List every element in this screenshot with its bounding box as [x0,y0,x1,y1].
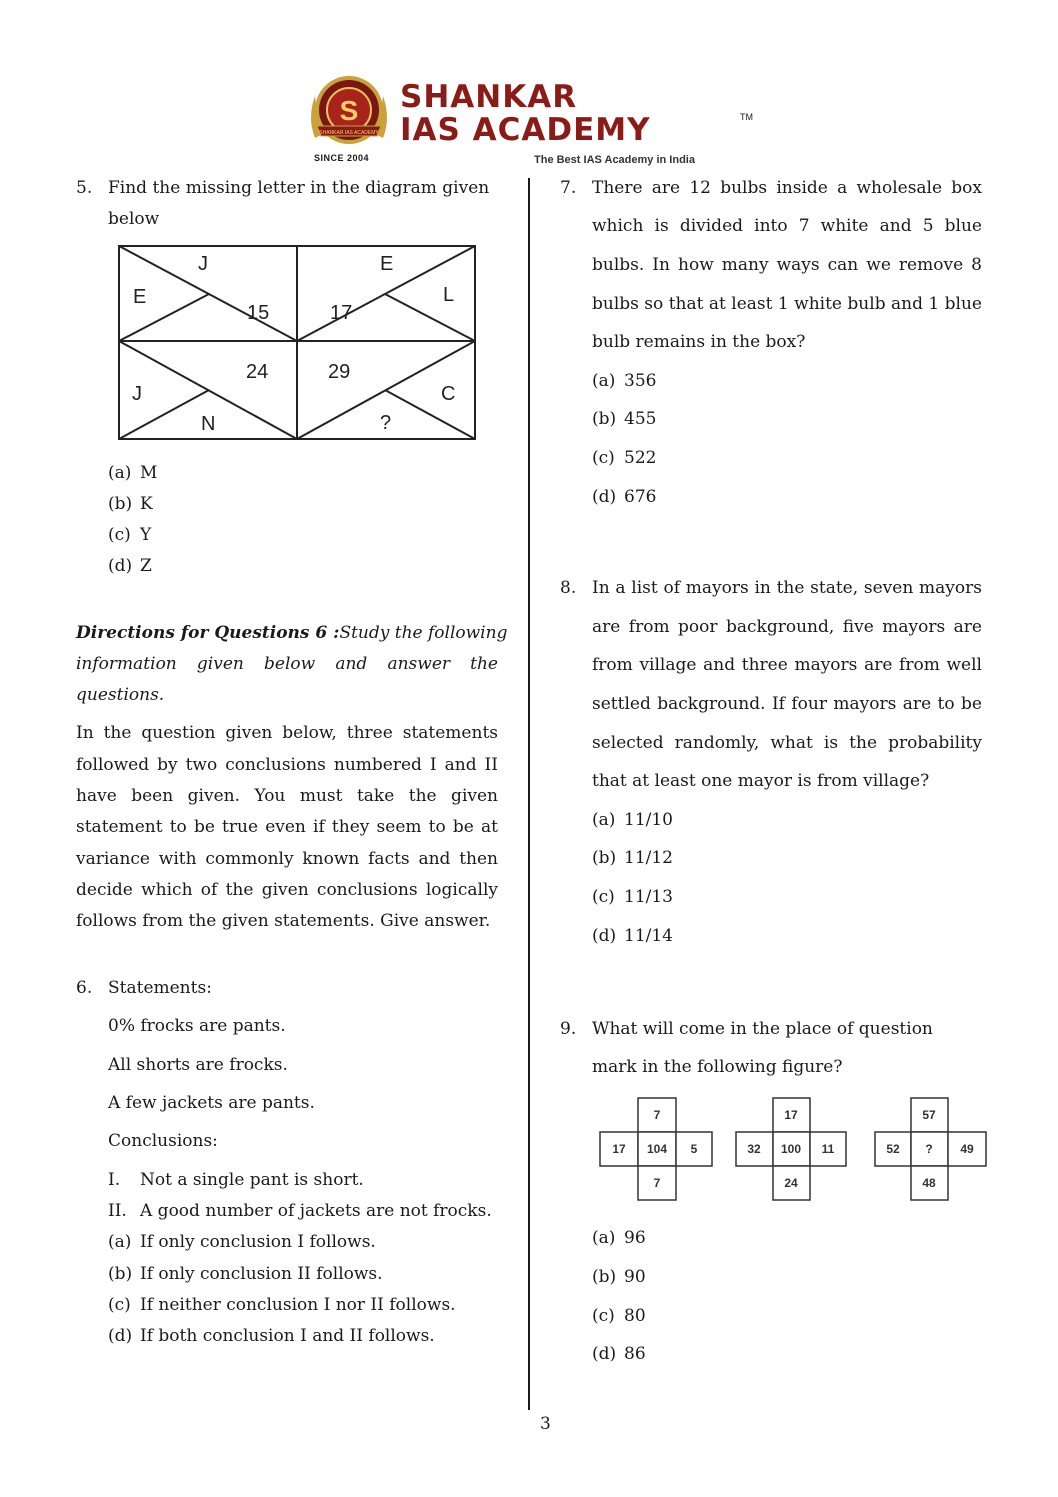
directions-heading: Directions for Questions 6 : [76,623,340,643]
option-text: 11/10 [624,810,673,830]
directions-text: Study the following [339,623,508,643]
option-text: 96 [624,1228,646,1248]
statement: 0% frocks are pants. [108,1016,286,1036]
conclusion-text: A good number of jackets are not frocks. [140,1201,492,1221]
since-label: SINCE 2004 [314,153,370,163]
bl-number: 24 [246,361,269,383]
page-number: 3 [540,1414,551,1434]
question-text-line: are from poor background, five mayors are [592,617,982,637]
directions-word: and [335,654,368,674]
question-text-line: bulb remains in the box? [592,332,806,352]
paragraph-line: decide which of the given conclusions logically [76,880,498,900]
option-label: (d) [592,487,617,507]
tr-number: 17 [330,302,353,324]
option-text: Y [140,525,152,545]
directions-word: answer [387,654,450,674]
option-text: 80 [624,1306,646,1326]
option-text: 455 [624,409,657,429]
option-label: (c) [108,1295,131,1315]
trademark-label: TM [740,112,753,122]
option-label: (c) [592,1306,615,1326]
cross-2-center: 100 [780,1142,802,1156]
br-side-letter: C [441,383,456,405]
question-number: 6. [76,978,93,998]
paragraph-line: In the question given below, three statements [76,723,498,743]
tr-side-letter: L [443,284,455,306]
option-text: K [140,494,153,514]
option-text: 11/12 [624,848,673,868]
tl-top-letter: J [198,253,208,275]
option-text: If only conclusion I follows. [140,1232,376,1252]
question-text-line: which is divided into 7 white and 5 blue [592,216,982,236]
cross-3-left: 52 [886,1142,900,1156]
paragraph-line: variance with commonly known facts and then [76,849,498,869]
cross-1-right: 5 [690,1142,698,1156]
directions-word: information [76,654,177,674]
question-number: 7. [560,178,577,198]
statement: All shorts are frocks. [108,1055,288,1075]
paragraph-line: statement to be true even if they seem to be at [76,817,498,837]
option-label: (d) [592,926,617,946]
conclusion-text: Not a single pant is short. [140,1170,364,1190]
question-number: 8. [560,578,577,598]
option-label: (a) [108,1232,132,1252]
option-text: 11/14 [624,926,673,946]
directions-word: the [470,654,498,674]
statement: A few jackets are pants. [108,1093,315,1113]
option-text: 11/13 [624,887,673,907]
cross-3-top: 57 [922,1108,936,1122]
directions-line: questions. [76,685,165,705]
bl-side-letter: J [132,383,142,405]
logo-ring-text: SHANKAR IAS ACADEMY [319,130,379,136]
cross-2-bottom: 24 [784,1176,798,1190]
option-label: (d) [592,1344,617,1364]
question-text-line: bulbs. In how many ways can we remove 8 [592,255,982,275]
option-label: (a) [108,463,132,483]
option-label: (d) [108,556,133,576]
question-text-line: selected randomly, what is the probability [592,733,982,753]
paragraph-line: followed by two conclusions numbered I and II [76,755,498,775]
bl-bottom-letter: N [201,413,216,435]
option-text: If both conclusion I and II follows. [140,1326,435,1346]
option-text: 676 [624,487,657,507]
conclusion-label: I. [108,1170,121,1190]
paragraph-line: follows from the given statements. Give answer. [76,911,491,931]
option-label: (a) [592,1228,616,1248]
conclusions-label: Conclusions: [108,1131,218,1151]
column-divider [528,178,530,1410]
question-text-line: from village and three mayors are from well [592,655,982,675]
option-label: (a) [592,371,616,391]
option-label: (d) [108,1326,133,1346]
cross-2-top: 17 [784,1108,798,1122]
cross-1-top: 7 [653,1108,661,1122]
statements-label: Statements: [108,978,212,998]
paragraph-line: have been given. You must take the given [76,786,498,806]
option-label: (c) [592,448,615,468]
directions-word: given [196,654,244,674]
option-label: (c) [592,887,615,907]
logo-emblem-icon [303,68,395,160]
directions-line [76,654,498,674]
directions-word: below [264,654,316,674]
option-label: (b) [592,848,617,868]
question-text-line: What will come in the place of question [592,1019,933,1039]
cross-1-bottom: 7 [653,1176,661,1190]
logo-title-line1: SHANKAR [400,79,578,115]
cross-3-center: ? [925,1142,933,1156]
question-text-line: bulbs so that at least 1 white bulb and 1 blue [592,294,982,314]
option-text: 522 [624,448,657,468]
question-number: 9. [560,1019,577,1039]
option-text: 356 [624,371,657,391]
cross-3-bottom: 48 [922,1176,936,1190]
question-text-line: There are 12 bulbs inside a wholesale box [592,178,982,198]
option-text: 90 [624,1267,646,1287]
option-label: (b) [592,1267,617,1287]
cross-number-figure [598,1096,990,1202]
option-text: M [140,463,158,483]
option-label: (b) [108,1264,133,1284]
question-number: 5. [76,178,93,198]
letter-number-diagram [116,244,478,442]
question-text-line: mark in the following figure? [592,1057,843,1077]
question-text-line: settled background. If four mayors are to be [592,694,982,714]
tl-side-letter: E [133,286,147,308]
logo-tagline: The Best IAS Academy in India [534,154,695,166]
option-label: (a) [592,810,616,830]
question-text-line: that at least one mayor is from village? [592,771,930,791]
conclusion-label: II. [108,1201,127,1221]
option-label: (b) [592,409,617,429]
tr-top-letter: E [380,253,394,275]
option-text: Z [140,556,152,576]
cross-1-left: 17 [612,1142,626,1156]
logo-letter: S [339,95,359,126]
br-bottom-letter: ? [380,412,392,434]
logo-title-line2: IAS ACADEMY [400,112,651,148]
option-text: 86 [624,1344,646,1364]
cross-2-right: 11 [821,1142,835,1156]
question-text-line: In a list of mayors in the state, seven mayors [592,578,982,598]
option-label: (c) [108,525,131,545]
br-number: 29 [328,361,351,383]
option-text: If only conclusion II follows. [140,1264,383,1284]
tl-number: 15 [247,302,270,324]
option-text: If neither conclusion I nor II follows. [140,1295,456,1315]
question-text-line: below [108,209,160,229]
cross-1-center: 104 [646,1142,668,1156]
question-text-line: Find the missing letter in the diagram given [108,178,490,198]
cross-3-right: 49 [960,1142,974,1156]
cross-2-left: 32 [747,1142,761,1156]
option-label: (b) [108,494,133,514]
directions-line [76,623,508,643]
